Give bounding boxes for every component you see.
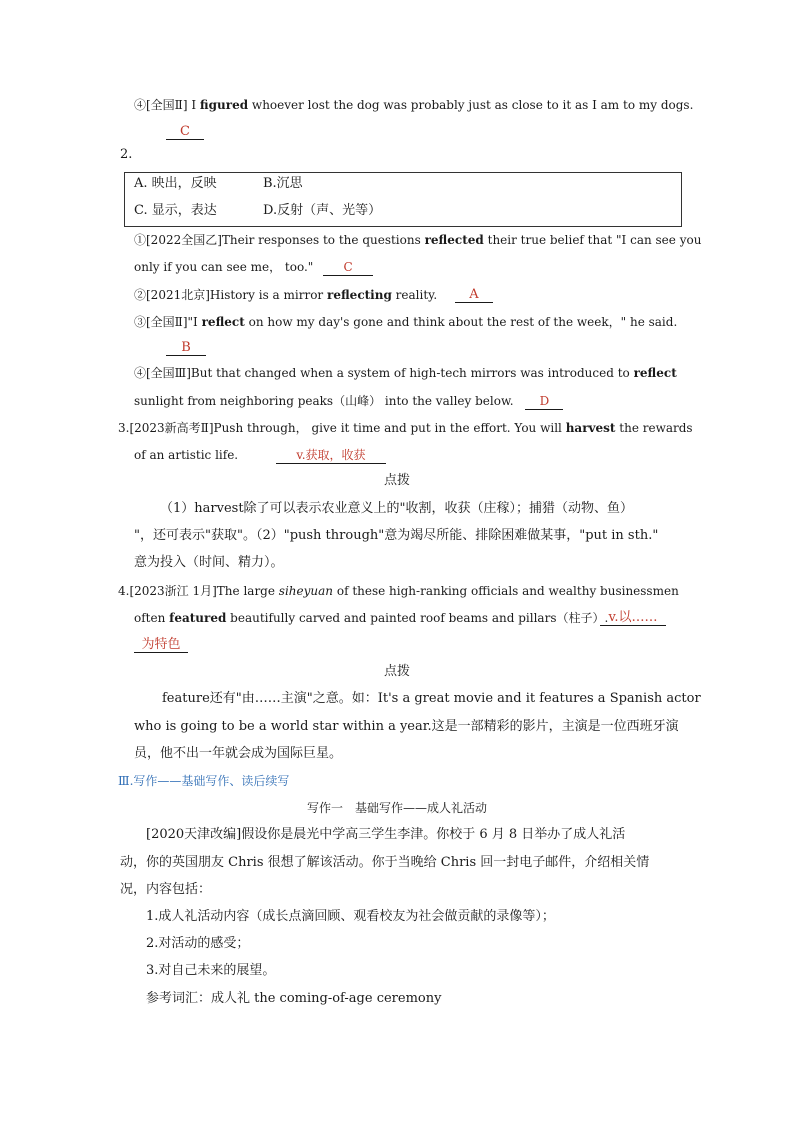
q2-item1-text [134, 231, 701, 249]
q4-tip-line1: feature还有"由……主演"之意。如：It's a great movie and it features a Spanish actor [162, 691, 701, 706]
q3-prefix: 3.[2023新高考Ⅱ]Push through， give it time and put in the effort. You will [118, 421, 562, 435]
q2-item1-prefix: ①[2022全国乙]Their responses to the questions [134, 233, 421, 247]
q4-tip-line3: 员，他不出一年就会成为国际巨星。 [134, 746, 343, 761]
q2-item3-rest: on how my day's gone and think about the rest of the week，" he said. [248, 315, 678, 329]
q3-tip-line2: "，还可表示"获取"。（2）"push through"意为竭尽所能、排除困难做某事，"put in sth." [134, 528, 659, 543]
q2-item4-text [134, 364, 677, 382]
q2-item2-answer: A [455, 287, 493, 303]
q4-tip-title: 点拨 [383, 664, 410, 679]
section3-para-line3: 况，内容包括： [120, 882, 212, 897]
q2-item1-answer: C [323, 260, 373, 276]
q4-answer-part1: v.以…… [600, 610, 666, 626]
q4-answer-row1 [600, 609, 666, 627]
q1-item4-keyword: figured [199, 98, 249, 112]
q3-tip-title: 点拨 [383, 473, 410, 488]
q3-rest: the rewards [619, 421, 693, 435]
q2-item2-text [134, 286, 437, 304]
q2-item2-keyword: reflecting [327, 288, 392, 302]
q3-answer: v.获取，收获 [276, 448, 386, 464]
q2-option-c: C. 显示，表达 [134, 203, 217, 218]
q3-text [118, 419, 693, 437]
q2-option-a: A. 映出，反映 [134, 176, 217, 191]
section3-vocab: 参考词汇：成人礼 the coming-of-age ceremony [146, 991, 442, 1006]
q2-number: 2. [120, 147, 133, 162]
q2-item4-prefix: ④[全国Ⅲ]But that changed when a system of high-tech mirrors was introduced to [134, 366, 630, 380]
section3-subheading: 写作一 基础写作——成人礼活动 [306, 801, 487, 815]
q4-line2 [134, 609, 608, 627]
q1-item4-answer: C [166, 124, 204, 140]
q1-item4-answer-row [166, 123, 204, 141]
q2-option-d: D.反射（声、光等） [263, 203, 382, 218]
q2-item3-answer-row [166, 339, 206, 357]
q4-rest: of these high-ranking officials and wealthy businessmen [336, 584, 679, 598]
q1-item4-rest: whoever lost the dog was probably just as close to it as I am to my dogs. [251, 98, 694, 112]
q2-item2-prefix: ②[2021北京]History is a mirror [134, 288, 324, 302]
q2-item3-text [134, 313, 677, 331]
q1-item4-text [134, 96, 693, 114]
q2-item1-rest: their true belief that "I can see you [487, 233, 702, 247]
q2-item1-keyword: reflected [424, 233, 484, 247]
q4-prefix: 4.[2023浙江 1月]The large [118, 584, 275, 598]
section3-list-item-1: 1.成人礼活动内容（成长点滴回顾、观看校友为社会做贡献的录像等）； [146, 909, 555, 924]
q1-item4-prefix: ④[全国Ⅱ] I [134, 98, 197, 112]
q2-item4-line2-text: sunlight from neighboring peaks（山峰） into the valley below. [134, 394, 514, 408]
q2-item3-keyword: reflect [201, 315, 245, 329]
section3-para-line2: 动，你的英国朋友 Chris 很想了解该活动。你于当晚给 Chris 回一封电子邮件，介绍相关情 [120, 855, 650, 870]
q2-item4-line2 [134, 392, 563, 410]
q4-keyword: featured [169, 611, 227, 625]
q4-answer-part2: 为特色 [134, 637, 188, 653]
q4-tip-line2: who is going to be a world star within a year.这是一部精彩的影片，主演是一位西班牙演 [134, 719, 679, 734]
q4-line2-rest: beautifully carved and painted roof beams and pillars（柱子）. [230, 611, 609, 625]
q2-item1-line2 [134, 258, 373, 276]
q2-item1-line2-text: only if you can see me， too." [134, 260, 314, 274]
q2-item4-answer: D [525, 394, 563, 410]
q4-line2-prefix: often [134, 611, 166, 625]
section3-list-item-2: 2.对活动的感受； [146, 936, 250, 951]
q2-item3-answer: B [166, 340, 206, 356]
section3-para-line1: [2020天津改编]假设你是晨光中学高三学生李津。你校于 6 月 8 日举办了成人礼活 [146, 827, 626, 842]
q3-tip-line3: 意为投入（时间、精力）。 [134, 555, 284, 570]
q3-line2 [134, 446, 386, 464]
q3-tip-line1: （1）harvest除了可以表示农业意义上的"收割，收获（庄稼）；捕猎（动物、鱼） [160, 501, 634, 516]
q2-item3-prefix: ③[全国Ⅱ]"I [134, 315, 198, 329]
q3-keyword: harvest [565, 421, 616, 435]
section3-heading: Ⅲ.写作——基础写作、读后续写 [118, 774, 290, 788]
q2-item2-answer-row [455, 286, 493, 304]
q4-answer-row2 [134, 636, 188, 654]
q2-item2-rest: reality. [395, 288, 438, 302]
q4-text [118, 582, 679, 600]
q4-italic-word: siheyuan [278, 584, 334, 598]
q2-option-b: B.沉思 [263, 176, 303, 191]
q2-item4-keyword: reflect [633, 366, 677, 380]
section3-list-item-3: 3.对自己未来的展望。 [146, 963, 276, 978]
q3-line2-text: of an artistic life. [134, 448, 239, 462]
